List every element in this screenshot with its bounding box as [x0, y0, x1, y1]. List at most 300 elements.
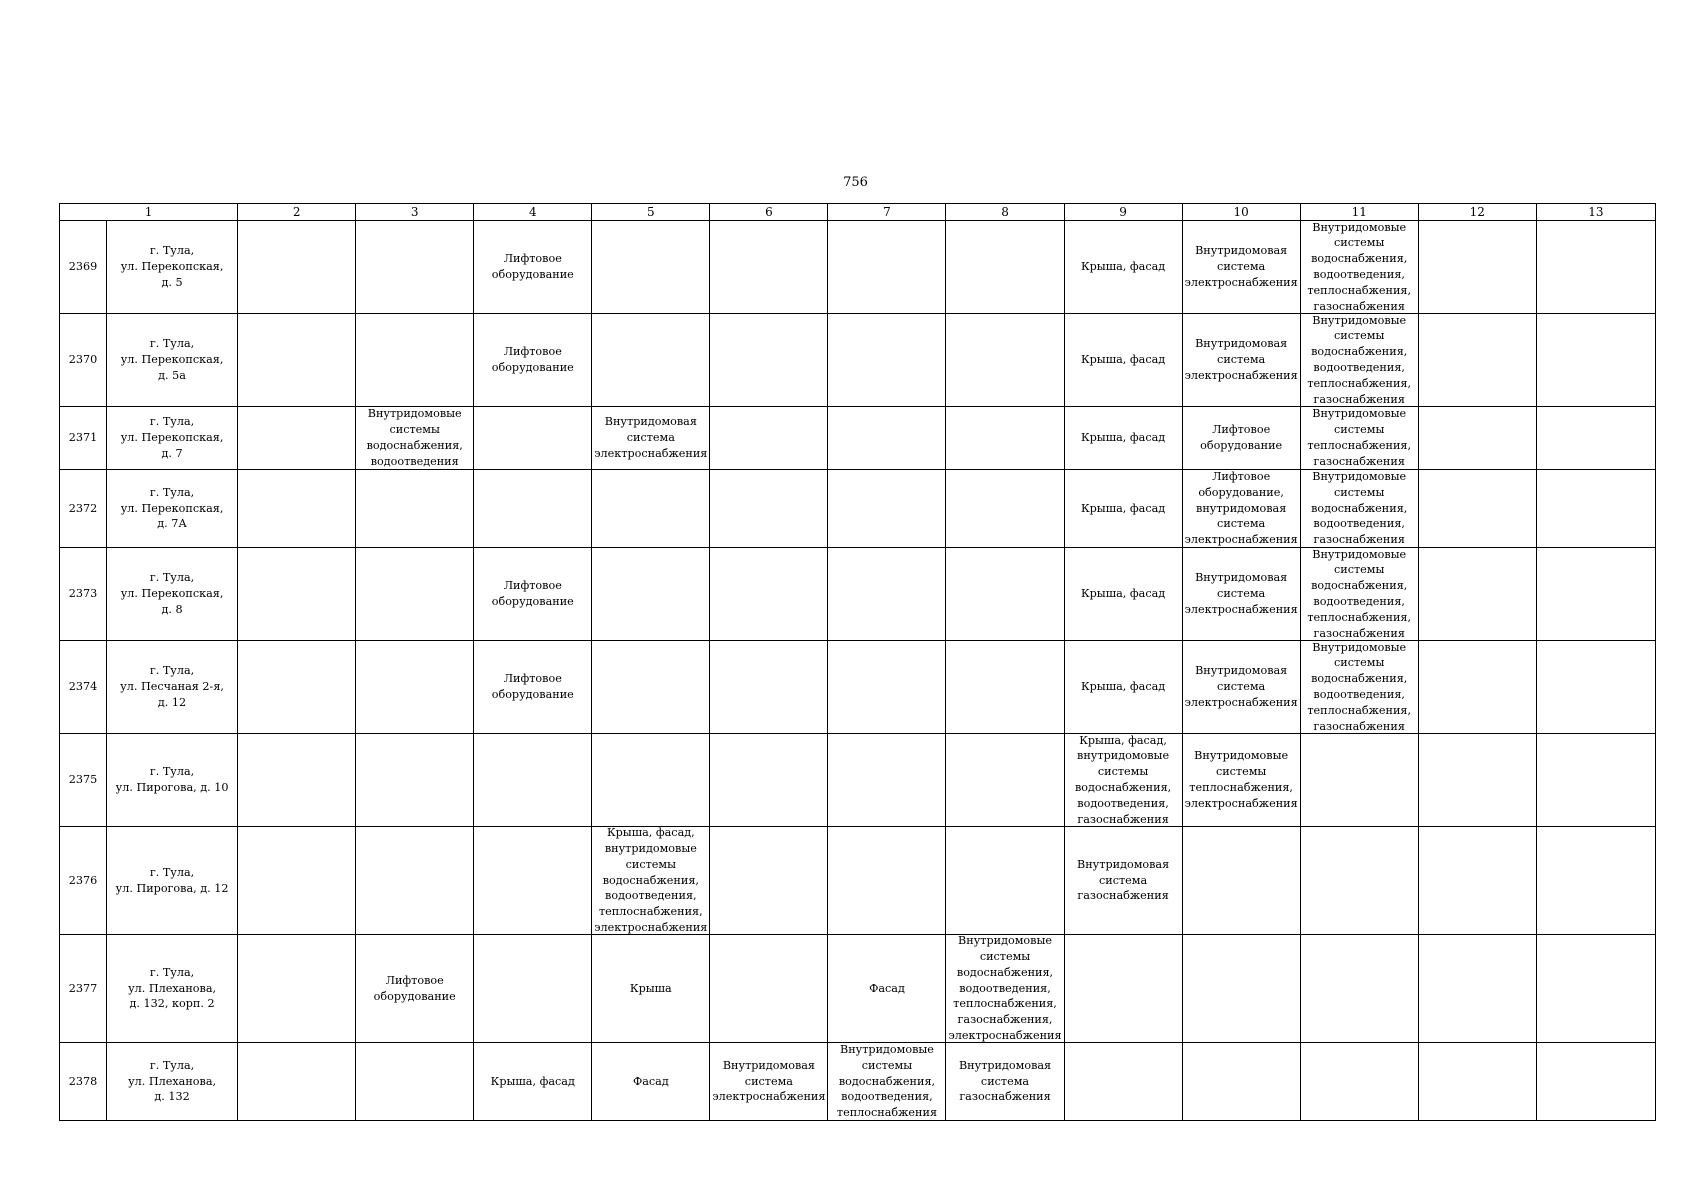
- column-number-row: [60, 204, 1656, 221]
- cell-text: [239, 548, 354, 640]
- work-cell: [238, 470, 356, 548]
- work-cell: [356, 827, 474, 935]
- work-cell: [474, 734, 592, 827]
- cell-text: [1538, 407, 1654, 469]
- address-cell: [107, 827, 238, 935]
- work-cell: [1418, 827, 1536, 935]
- work-cell: [1064, 221, 1182, 314]
- work-cell: [1300, 827, 1418, 935]
- work-cell: [1418, 1043, 1536, 1121]
- cell-text: Крыша, фасад, внутридомовые системы водоснабжения, водоотведения, газоснабжения: [1074, 734, 1172, 826]
- column-header: 11: [1300, 204, 1418, 221]
- cell-text: [357, 548, 472, 640]
- work-cell: [1064, 407, 1182, 470]
- work-cell: [592, 221, 710, 314]
- cell-text: [829, 734, 944, 826]
- work-cell: [1536, 470, 1655, 548]
- cell-text: Лифтовое оборудование: [491, 579, 574, 608]
- cell-text: Лифтовое оборудование: [373, 973, 456, 1003]
- work-cell: [1182, 935, 1300, 1043]
- cell-text: [711, 548, 826, 640]
- row-number-cell: [60, 734, 107, 827]
- cell-text: [357, 734, 472, 826]
- cell-text: 2369: [68, 260, 98, 274]
- work-cell: [1300, 314, 1418, 407]
- cell-text: Внутридомовые системы водоснабжения, водоотведения, теплоснабжения, газоснабжения: [1307, 548, 1412, 640]
- cell-text: Крыша, фасад: [1080, 680, 1166, 694]
- column-header: 12: [1418, 204, 1536, 221]
- work-cell: [1064, 935, 1182, 1043]
- row-number-cell: [60, 935, 107, 1043]
- work-cell: [946, 827, 1064, 935]
- row-number-cell: [60, 470, 107, 548]
- work-cell: [1182, 221, 1300, 314]
- work-cell: [946, 641, 1064, 734]
- work-cell: [474, 935, 592, 1043]
- cell-text: [239, 641, 354, 733]
- work-cell: [356, 1043, 474, 1121]
- work-cell: [356, 221, 474, 314]
- address-cell: [107, 1043, 238, 1121]
- table-row: [60, 314, 1656, 407]
- work-cell: [710, 935, 828, 1043]
- cell-text: [239, 827, 354, 934]
- cell-text: [357, 827, 472, 934]
- work-cell: [1536, 548, 1655, 641]
- cell-text: [711, 407, 826, 469]
- cell-text: [947, 548, 1062, 640]
- work-cell: [592, 1043, 710, 1121]
- address-cell: [107, 641, 238, 734]
- cell-text: Внутридомовые системы водоснабжения, водоотведения, теплоснабжения, газоснабжения: [1307, 641, 1412, 733]
- cell-text: г. Тула, ул. Перекопская, д. 7: [120, 415, 224, 460]
- table-row: [60, 1043, 1656, 1121]
- cell-text: г. Тула, ул. Перекопская, д. 7А: [120, 485, 224, 531]
- cell-text: [239, 470, 354, 547]
- work-cell: [710, 221, 828, 314]
- cell-text: Внутридомовые системы водоснабжения, водоотведения, теплоснабжения, газоснабжения, электроснабжения: [948, 935, 1062, 1042]
- work-cell: [1418, 407, 1536, 470]
- address-cell: [107, 935, 238, 1043]
- work-cell: [828, 641, 946, 734]
- column-header: 1: [60, 204, 238, 221]
- cell-text: [1420, 734, 1535, 826]
- work-cell: [238, 548, 356, 641]
- work-cell: [238, 314, 356, 407]
- cell-text: [829, 314, 944, 406]
- cell-text: [711, 734, 826, 826]
- work-cell: [946, 221, 1064, 314]
- cell-text: [1184, 827, 1299, 934]
- work-cell: [828, 734, 946, 827]
- work-cell: [1182, 734, 1300, 827]
- cell-text: [239, 734, 354, 826]
- work-cell: [1182, 314, 1300, 407]
- row-number-cell: [60, 407, 107, 470]
- cell-text: [1302, 734, 1417, 826]
- work-cell: [1536, 314, 1655, 407]
- work-cell: [592, 407, 710, 470]
- cell-text: Крыша, фасад: [1080, 353, 1166, 367]
- cell-text: [475, 734, 590, 826]
- cell-text: [239, 1043, 354, 1120]
- row-number-cell: [60, 827, 107, 935]
- cell-text: [475, 935, 590, 1042]
- cell-text: [947, 314, 1062, 406]
- cell-text: [947, 827, 1062, 934]
- cell-text: Внутридомовая система электроснабжения: [1184, 664, 1298, 709]
- cell-text: Крыша, фасад: [1080, 587, 1166, 601]
- work-cell: [1536, 734, 1655, 827]
- cell-text: Крыша, фасад: [1080, 431, 1166, 445]
- cell-text: [239, 935, 354, 1042]
- work-cell: [238, 221, 356, 314]
- address-cell: [107, 407, 238, 470]
- cell-text: [357, 470, 472, 547]
- work-cell: [828, 827, 946, 935]
- cell-text: Внутридомовая система газоснабжения: [958, 1058, 1052, 1104]
- cell-text: [593, 641, 708, 733]
- work-cell: [1300, 470, 1418, 548]
- address-cell: [107, 221, 238, 314]
- cell-text: [947, 641, 1062, 733]
- work-cell: [474, 407, 592, 470]
- work-cell: [356, 548, 474, 641]
- cell-text: [475, 407, 590, 469]
- page-number: 756: [843, 175, 868, 190]
- cell-text: [357, 641, 472, 733]
- column-header: 13: [1536, 204, 1655, 221]
- column-header: 8: [946, 204, 1064, 221]
- cell-text: [1420, 827, 1535, 934]
- cell-text: [1184, 1043, 1299, 1120]
- work-cell: [592, 935, 710, 1043]
- cell-text: 2372: [68, 501, 98, 515]
- work-cell: [238, 827, 356, 935]
- cell-text: Внутридомовые системы теплоснабжения, электроснабжения: [1184, 749, 1298, 810]
- work-cell: [474, 641, 592, 734]
- work-cell: [710, 1043, 828, 1121]
- address-cell: [107, 470, 238, 548]
- row-number-cell: [60, 314, 107, 407]
- work-cell: [1536, 1043, 1655, 1121]
- cell-text: [1184, 935, 1299, 1042]
- cell-text: [1420, 935, 1535, 1042]
- cell-text: [1538, 470, 1654, 547]
- cell-text: [239, 407, 354, 469]
- work-cell: [474, 1043, 592, 1121]
- cell-text: г. Тула, ул. Перекопская, д. 5: [120, 244, 224, 289]
- cell-text: Внутридомовые системы теплоснабжения, газоснабжения: [1307, 407, 1412, 468]
- cell-text: [1420, 641, 1535, 733]
- cell-text: [711, 935, 826, 1042]
- cell-text: 2378: [68, 1074, 98, 1088]
- cell-text: [711, 641, 826, 733]
- work-cell: [238, 1043, 356, 1121]
- work-cell: [238, 641, 356, 734]
- cell-text: Лифтовое оборудование, внутридомовая система электроснабжения: [1184, 470, 1298, 547]
- work-cell: [1182, 1043, 1300, 1121]
- cell-text: [239, 221, 354, 313]
- table-row: [60, 734, 1656, 827]
- capital-repair-table: [59, 203, 1656, 1121]
- work-cell: [828, 548, 946, 641]
- column-header: 6: [710, 204, 828, 221]
- column-header: 4: [474, 204, 592, 221]
- work-cell: [1418, 641, 1536, 734]
- cell-text: [357, 1043, 472, 1120]
- work-cell: [946, 734, 1064, 827]
- cell-text: Фасад: [632, 1074, 669, 1088]
- cell-text: [829, 221, 944, 313]
- work-cell: [1064, 1043, 1182, 1121]
- cell-text: [239, 314, 354, 406]
- cell-text: г. Тула, ул. Пирогова, д. 10: [115, 765, 229, 794]
- work-cell: [946, 314, 1064, 407]
- table-row: [60, 935, 1656, 1043]
- work-cell: [1182, 407, 1300, 470]
- cell-text: [357, 314, 472, 406]
- cell-text: Внутридомовые системы водоснабжения, водоотведения, теплоснабжения: [836, 1043, 938, 1120]
- work-cell: [1418, 548, 1536, 641]
- work-cell: [238, 734, 356, 827]
- cell-text: 2373: [68, 587, 98, 601]
- cell-text: Крыша, фасад, внутридомовые системы водоснабжения, водоотведения, теплоснабжения, электроснабжения: [594, 827, 708, 934]
- cell-text: [1538, 221, 1654, 313]
- work-cell: [1418, 734, 1536, 827]
- work-cell: [1064, 470, 1182, 548]
- cell-text: [1538, 935, 1654, 1042]
- cell-text: [947, 407, 1062, 469]
- work-cell: [238, 407, 356, 470]
- work-cell: [356, 734, 474, 827]
- cell-text: [593, 548, 708, 640]
- cell-text: г. Тула, ул. Перекопская, д. 5а: [120, 337, 224, 382]
- cell-text: г. Тула, ул. Плеханова, д. 132: [128, 1058, 217, 1104]
- cell-text: [711, 827, 826, 934]
- row-number-cell: [60, 548, 107, 641]
- work-cell: [1418, 935, 1536, 1043]
- cell-text: [1420, 548, 1535, 640]
- cell-text: Лифтовое оборудование: [491, 672, 574, 701]
- work-cell: [828, 407, 946, 470]
- cell-text: Внутридомовая система газоснабжения: [1077, 857, 1170, 903]
- cell-text: Крыша, фасад: [1080, 260, 1166, 274]
- work-cell: [710, 470, 828, 548]
- work-cell: [592, 314, 710, 407]
- cell-text: Внутридомовая система электроснабжения: [1184, 337, 1298, 382]
- table-row: [60, 221, 1656, 314]
- work-cell: [1064, 641, 1182, 734]
- cell-text: Лифтовое оборудование: [491, 345, 574, 374]
- work-cell: [1064, 548, 1182, 641]
- row-number-cell: [60, 1043, 107, 1121]
- work-cell: [356, 935, 474, 1043]
- cell-text: [1066, 935, 1181, 1042]
- cell-text: г. Тула, ул. Пирогова, д. 12: [115, 865, 229, 895]
- cell-text: Внутридомовые системы водоснабжения, водоотведения: [366, 407, 463, 468]
- column-header: 5: [592, 204, 710, 221]
- work-cell: [946, 548, 1064, 641]
- work-cell: [828, 1043, 946, 1121]
- cell-text: [1538, 314, 1654, 406]
- work-cell: [828, 314, 946, 407]
- cell-text: г. Тула, ул. Песчаная 2-я, д. 12: [120, 664, 224, 709]
- column-header: 7: [828, 204, 946, 221]
- cell-text: 2370: [68, 353, 98, 367]
- work-cell: [592, 827, 710, 935]
- work-cell: [356, 407, 474, 470]
- work-cell: [1536, 935, 1655, 1043]
- work-cell: [828, 221, 946, 314]
- cell-text: [1538, 641, 1654, 733]
- work-cell: [356, 470, 474, 548]
- work-cell: [592, 734, 710, 827]
- work-cell: [1536, 407, 1655, 470]
- cell-text: [475, 470, 590, 547]
- cell-text: [593, 470, 708, 547]
- cell-text: [829, 641, 944, 733]
- work-cell: [592, 548, 710, 641]
- cell-text: [1420, 470, 1535, 547]
- cell-text: г. Тула, ул. Перекопская, д. 8: [120, 571, 224, 616]
- cell-text: [1538, 734, 1654, 826]
- work-cell: [592, 470, 710, 548]
- cell-text: [593, 221, 708, 313]
- work-cell: [1536, 641, 1655, 734]
- address-cell: [107, 314, 238, 407]
- row-number-cell: [60, 221, 107, 314]
- cell-text: Внутридомовые системы водоснабжения, водоотведения, теплоснабжения, газоснабжения: [1307, 314, 1412, 406]
- work-cell: [1182, 548, 1300, 641]
- cell-text: [947, 221, 1062, 313]
- address-cell: [107, 734, 238, 827]
- work-cell: [710, 548, 828, 641]
- table-row: [60, 827, 1656, 935]
- cell-text: [1302, 827, 1417, 934]
- cell-text: г. Тула, ул. Плеханова, д. 132, корп. 2: [128, 965, 217, 1011]
- cell-text: Внутридомовые системы водоснабжения, водоотведения, теплоснабжения, газоснабжения: [1307, 221, 1412, 313]
- cell-text: 2375: [68, 773, 98, 787]
- work-cell: [1182, 641, 1300, 734]
- cell-text: Внутридомовые системы водоснабжения, водоотведения, газоснабжения: [1311, 470, 1408, 547]
- cell-text: [1538, 548, 1654, 640]
- work-cell: [1064, 827, 1182, 935]
- cell-text: [711, 221, 826, 313]
- row-number-cell: [60, 641, 107, 734]
- table-row: [60, 641, 1656, 734]
- cell-text: [829, 827, 944, 934]
- work-cell: [1536, 221, 1655, 314]
- table-row: [60, 470, 1656, 548]
- column-header: 2: [238, 204, 356, 221]
- cell-text: Фасад: [869, 981, 905, 995]
- work-cell: [592, 641, 710, 734]
- table-row: [60, 548, 1656, 641]
- work-cell: [946, 470, 1064, 548]
- cell-text: [1302, 1043, 1417, 1120]
- cell-text: [711, 470, 826, 547]
- cell-text: [711, 314, 826, 406]
- cell-text: Внутридомовая система электроснабжения: [1184, 244, 1298, 289]
- cell-text: [593, 314, 708, 406]
- work-cell: [1300, 734, 1418, 827]
- work-cell: [1418, 221, 1536, 314]
- cell-text: Крыша, фасад: [490, 1074, 575, 1088]
- cell-text: [947, 734, 1062, 826]
- cell-text: 2376: [68, 873, 98, 887]
- cell-text: Внутридомовая система электроснабжения: [1184, 571, 1298, 616]
- work-cell: [1300, 407, 1418, 470]
- cell-text: [593, 734, 708, 826]
- work-cell: [828, 470, 946, 548]
- work-cell: [710, 641, 828, 734]
- column-header: 10: [1182, 204, 1300, 221]
- work-cell: [1300, 935, 1418, 1043]
- work-cell: [474, 221, 592, 314]
- cell-text: Лифтовое оборудование: [1200, 423, 1283, 452]
- cell-text: 2374: [68, 680, 98, 694]
- table-body: [60, 221, 1656, 1121]
- cell-text: [829, 407, 944, 469]
- work-cell: [1182, 470, 1300, 548]
- cell-text: [1066, 1043, 1181, 1120]
- work-cell: [828, 935, 946, 1043]
- work-cell: [356, 314, 474, 407]
- address-cell: [107, 548, 238, 641]
- table-row: [60, 407, 1656, 470]
- work-cell: [1536, 827, 1655, 935]
- cell-text: Внутридомовая система электроснабжения: [712, 1058, 826, 1104]
- cell-text: [1420, 407, 1535, 469]
- work-cell: [710, 407, 828, 470]
- work-cell: [710, 827, 828, 935]
- work-cell: [1300, 221, 1418, 314]
- work-cell: [1300, 548, 1418, 641]
- work-cell: [474, 314, 592, 407]
- column-header: 9: [1064, 204, 1182, 221]
- work-cell: [238, 935, 356, 1043]
- work-cell: [1182, 827, 1300, 935]
- cell-text: [829, 470, 944, 547]
- work-cell: [946, 407, 1064, 470]
- work-cell: [1064, 734, 1182, 827]
- work-cell: [1418, 314, 1536, 407]
- cell-text: [947, 470, 1062, 547]
- work-cell: [474, 470, 592, 548]
- work-cell: [474, 827, 592, 935]
- work-cell: [1300, 1043, 1418, 1121]
- column-header: 3: [356, 204, 474, 221]
- cell-text: Крыша: [629, 981, 672, 995]
- work-cell: [946, 1043, 1064, 1121]
- cell-text: [1420, 221, 1535, 313]
- work-cell: [1300, 641, 1418, 734]
- cell-text: 2377: [68, 981, 98, 995]
- work-cell: [474, 548, 592, 641]
- cell-text: [1420, 1043, 1535, 1120]
- cell-text: [357, 221, 472, 313]
- cell-text: [1538, 827, 1654, 934]
- cell-text: [1302, 935, 1417, 1042]
- cell-text: 2371: [68, 431, 98, 445]
- cell-text: Внутридомовая система электроснабжения: [594, 415, 708, 460]
- work-cell: [1064, 314, 1182, 407]
- cell-text: [475, 827, 590, 934]
- cell-text: [1420, 314, 1535, 406]
- cell-text: [829, 548, 944, 640]
- work-cell: [710, 314, 828, 407]
